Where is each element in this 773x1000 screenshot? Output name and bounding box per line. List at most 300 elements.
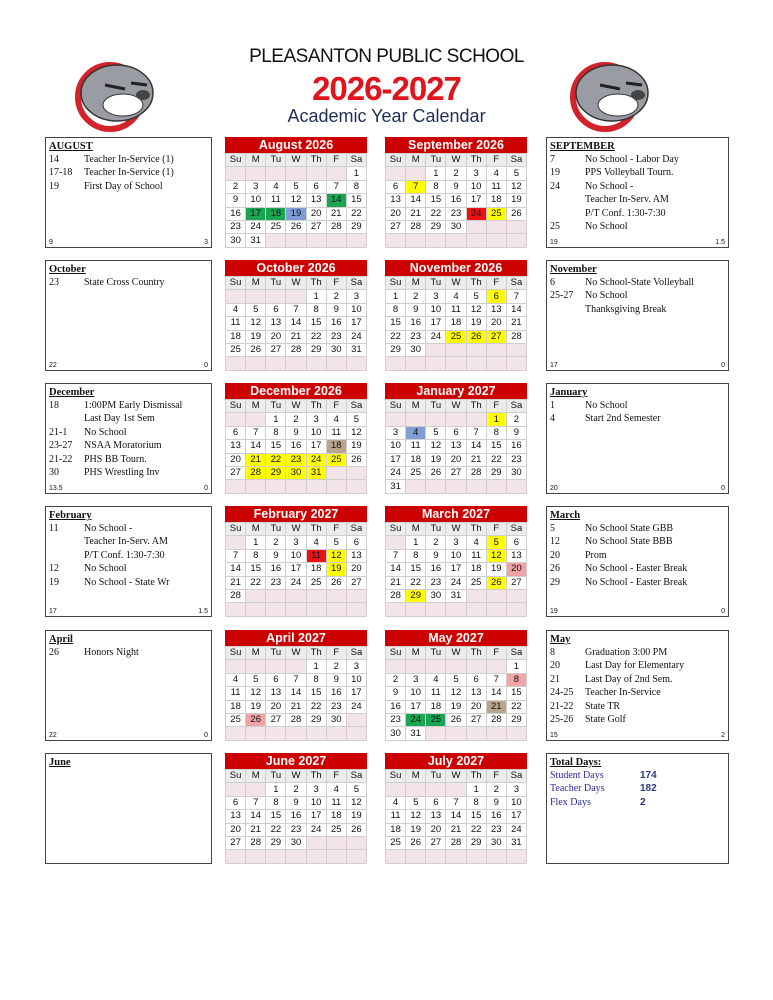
empty-day-cell xyxy=(306,603,326,616)
weekday-label: M xyxy=(406,770,426,783)
empty-day-cell xyxy=(426,660,446,673)
notes-title: SEPTEMBER xyxy=(550,141,615,152)
day-cell: 10 xyxy=(346,673,366,686)
notes-title: June xyxy=(49,757,71,768)
week-row xyxy=(226,440,367,453)
week-row xyxy=(386,660,527,673)
day-cell: 30 xyxy=(486,836,506,849)
empty-day-cell xyxy=(246,589,266,602)
day-cell: 12 xyxy=(506,180,526,193)
week-row xyxy=(226,343,367,356)
day-cell: 27 xyxy=(266,713,286,726)
notes-box xyxy=(45,137,212,248)
day-cell: 22 xyxy=(306,330,326,343)
day-cell: 20 xyxy=(226,453,246,466)
day-cell: 2 xyxy=(226,180,246,193)
day-cell: 9 xyxy=(326,303,346,316)
empty-day-cell xyxy=(486,343,506,356)
week-row xyxy=(386,480,527,493)
notes-entry xyxy=(550,153,725,166)
day-cell: 15 xyxy=(406,563,426,576)
week-row xyxy=(386,290,527,303)
week-row xyxy=(386,576,527,589)
empty-day-cell xyxy=(346,234,366,247)
weekday-label: W xyxy=(286,523,306,536)
day-cell: 8 xyxy=(266,796,286,809)
empty-day-cell xyxy=(346,589,366,602)
empty-day-cell xyxy=(226,357,246,370)
day-cell: 7 xyxy=(286,673,306,686)
day-cell: 29 xyxy=(346,220,366,233)
day-cell: 16 xyxy=(406,317,426,330)
entry-date: 23 xyxy=(49,277,59,288)
weekday-header-row xyxy=(226,647,367,660)
weekday-header-row xyxy=(386,277,527,290)
notes-entry xyxy=(49,453,208,466)
day-cell: 8 xyxy=(386,303,406,316)
entry-text: No School xyxy=(84,563,127,575)
weekday-label: Sa xyxy=(506,647,526,660)
weekday-label: Su xyxy=(386,647,406,660)
day-cell: 30 xyxy=(406,343,426,356)
notes-box xyxy=(546,383,729,494)
day-cell: 27 xyxy=(506,576,526,589)
day-cell: 12 xyxy=(446,687,466,700)
calendar-subtitle: Academic Year Calendar xyxy=(287,106,486,126)
empty-day-cell xyxy=(286,357,306,370)
empty-day-cell xyxy=(446,357,466,370)
day-cell: 12 xyxy=(346,796,366,809)
day-cell: 2 xyxy=(286,413,306,426)
weekday-label: F xyxy=(326,523,346,536)
weekday-label: M xyxy=(246,154,266,167)
week-row xyxy=(386,426,527,439)
month-title: March 2027 xyxy=(385,506,527,522)
empty-day-cell xyxy=(326,836,346,849)
entry-text: State Cross Country xyxy=(84,277,165,288)
day-cell: 13 xyxy=(306,194,326,207)
day-cell: 4 xyxy=(386,796,406,809)
notes-entry xyxy=(550,713,725,726)
week-row xyxy=(386,180,527,193)
week-row xyxy=(386,700,527,713)
day-cell: 20 xyxy=(426,823,446,836)
day-cell: 13 xyxy=(506,549,526,562)
day-cell: 26 xyxy=(346,823,366,836)
empty-day-cell xyxy=(306,357,326,370)
weekday-label: Sa xyxy=(506,770,526,783)
empty-day-cell xyxy=(426,357,446,370)
month-title: May 2027 xyxy=(385,630,527,646)
day-cell: 14 xyxy=(386,563,406,576)
day-cell: 27 xyxy=(446,466,466,479)
day-cell: 23 xyxy=(286,823,306,836)
day-cell: 11 xyxy=(226,687,246,700)
empty-day-cell xyxy=(406,234,426,247)
notes-entry xyxy=(550,289,725,302)
empty-day-cell xyxy=(446,234,466,247)
empty-day-cell xyxy=(466,220,486,233)
weekday-label: Th xyxy=(466,154,486,167)
day-cell: 10 xyxy=(286,549,306,562)
day-cell: 25 xyxy=(386,836,406,849)
weekday-label: W xyxy=(446,770,466,783)
empty-day-cell xyxy=(506,727,526,740)
weekday-header-row xyxy=(386,523,527,536)
day-cell: 29 xyxy=(306,713,326,726)
day-cell: 18 xyxy=(406,453,426,466)
week-row xyxy=(386,357,527,370)
day-cell: 25 xyxy=(326,823,346,836)
entry-text: No School xyxy=(585,400,628,411)
totals-title: Total Days: xyxy=(550,757,602,768)
entry-text: No School - State Wr xyxy=(84,576,170,588)
highlighted-day-cell: 18 xyxy=(326,440,346,453)
month-title: June 2027 xyxy=(225,753,367,769)
day-cell: 7 xyxy=(246,426,266,439)
day-cell: 12 xyxy=(426,440,446,453)
day-cell: 22 xyxy=(406,576,426,589)
day-cell: 24 xyxy=(346,700,366,713)
month-title: October 2026 xyxy=(225,260,367,276)
empty-day-cell xyxy=(346,713,366,726)
weekday-label: M xyxy=(406,277,426,290)
day-cell: 26 xyxy=(346,453,366,466)
day-cell: 15 xyxy=(466,810,486,823)
day-cell: 14 xyxy=(486,687,506,700)
empty-day-cell xyxy=(266,603,286,616)
month-title: August 2026 xyxy=(225,137,367,153)
empty-day-cell xyxy=(466,357,486,370)
entry-text: Teacher In-Service (1) xyxy=(84,154,174,165)
day-cell: 22 xyxy=(426,207,446,220)
entry-date: 6 xyxy=(550,277,555,288)
day-cell: 9 xyxy=(506,426,526,439)
total-value: 2 xyxy=(640,796,646,808)
notes-entry xyxy=(49,439,208,452)
day-cell: 30 xyxy=(226,234,246,247)
day-cell: 16 xyxy=(426,563,446,576)
day-cell: 9 xyxy=(286,796,306,809)
empty-day-cell xyxy=(426,480,446,493)
entry-date: 1 xyxy=(550,400,555,411)
weekday-label: Sa xyxy=(346,523,366,536)
day-cell: 11 xyxy=(466,549,486,562)
day-cell: 29 xyxy=(386,343,406,356)
day-cell: 1 xyxy=(266,783,286,796)
weekday-label: F xyxy=(486,523,506,536)
weekday-label: W xyxy=(286,770,306,783)
weekday-label: F xyxy=(486,770,506,783)
highlighted-day-cell: 22 xyxy=(266,453,286,466)
day-cell: 1 xyxy=(266,413,286,426)
bulldog-logo-right xyxy=(560,55,660,135)
day-cell: 24 xyxy=(386,466,406,479)
flex-days-count: 0 xyxy=(204,485,208,492)
empty-day-cell xyxy=(506,589,526,602)
day-cell: 4 xyxy=(486,167,506,180)
weekday-label: W xyxy=(446,277,466,290)
day-cell: 17 xyxy=(346,687,366,700)
highlighted-day-cell: 7 xyxy=(406,180,426,193)
highlighted-day-cell: 31 xyxy=(306,466,326,479)
empty-day-cell xyxy=(486,589,506,602)
empty-day-cell xyxy=(466,234,486,247)
day-cell: 15 xyxy=(306,317,326,330)
weekday-header-row xyxy=(386,400,527,413)
week-row xyxy=(226,180,367,193)
day-cell: 18 xyxy=(226,700,246,713)
day-cell: 9 xyxy=(326,673,346,686)
empty-day-cell xyxy=(286,603,306,616)
week-row xyxy=(386,536,527,549)
empty-day-cell xyxy=(306,480,326,493)
day-cell: 7 xyxy=(506,290,526,303)
day-cell: 2 xyxy=(446,167,466,180)
notes-entry xyxy=(550,659,725,672)
highlighted-day-cell: 12 xyxy=(486,549,506,562)
day-cell: 1 xyxy=(406,536,426,549)
day-cell: 4 xyxy=(466,536,486,549)
weekday-label: W xyxy=(446,523,466,536)
student-days-count: 20 xyxy=(550,485,558,492)
weekday-label: Su xyxy=(226,277,246,290)
day-cell: 14 xyxy=(506,303,526,316)
empty-day-cell xyxy=(486,660,506,673)
empty-day-cell xyxy=(486,357,506,370)
day-cell: 7 xyxy=(246,796,266,809)
entry-text: No School xyxy=(585,221,628,233)
empty-day-cell xyxy=(446,343,466,356)
week-row xyxy=(386,687,527,700)
weekday-label: F xyxy=(486,277,506,290)
weekday-label: Tu xyxy=(426,523,446,536)
day-cell: 8 xyxy=(266,426,286,439)
week-row xyxy=(226,823,367,836)
empty-day-cell xyxy=(346,603,366,616)
weekday-label: Tu xyxy=(426,400,446,413)
day-cell: 2 xyxy=(506,413,526,426)
day-cell: 6 xyxy=(226,796,246,809)
notes-box xyxy=(45,260,212,371)
notes-box xyxy=(45,753,212,864)
empty-day-cell xyxy=(486,480,506,493)
notes-box xyxy=(546,506,729,617)
entry-date: 21-22 xyxy=(49,453,73,465)
entry-date: 18 xyxy=(49,400,59,411)
weekday-label: M xyxy=(246,770,266,783)
empty-day-cell xyxy=(446,850,466,863)
day-cell: 2 xyxy=(406,290,426,303)
day-cell: 25 xyxy=(266,220,286,233)
day-cell: 9 xyxy=(266,549,286,562)
weekday-label: Sa xyxy=(346,770,366,783)
day-cell: 22 xyxy=(386,330,406,343)
day-cell: 20 xyxy=(226,823,246,836)
weekday-label: Tu xyxy=(266,400,286,413)
weekday-label: Th xyxy=(466,647,486,660)
notes-box xyxy=(45,383,212,494)
weekday-header-row xyxy=(386,154,527,167)
empty-day-cell xyxy=(426,234,446,247)
highlighted-day-cell: 27 xyxy=(486,330,506,343)
notes-entry xyxy=(550,193,725,206)
weekday-label: Sa xyxy=(346,154,366,167)
entry-date xyxy=(49,412,84,425)
week-row xyxy=(226,290,367,303)
week-row xyxy=(226,480,367,493)
weekday-label: Sa xyxy=(506,523,526,536)
empty-day-cell xyxy=(446,603,466,616)
entry-date xyxy=(49,535,84,548)
week-row xyxy=(226,413,367,426)
bulldog-logo-left xyxy=(65,55,165,135)
month-calendar xyxy=(385,630,527,741)
weekday-label: F xyxy=(326,770,346,783)
day-cell: 17 xyxy=(306,810,326,823)
weekday-label: Su xyxy=(386,523,406,536)
day-cell: 10 xyxy=(246,194,266,207)
empty-day-cell xyxy=(286,167,306,180)
month-calendar xyxy=(225,506,367,617)
day-cell: 30 xyxy=(326,713,346,726)
weekday-header-row xyxy=(226,770,367,783)
day-cell: 3 xyxy=(446,536,466,549)
empty-day-cell xyxy=(246,413,266,426)
highlighted-day-cell: 4 xyxy=(406,426,426,439)
week-row xyxy=(386,440,527,453)
total-item xyxy=(550,782,725,795)
day-cell: 21 xyxy=(466,453,486,466)
empty-day-cell xyxy=(486,727,506,740)
empty-day-cell xyxy=(506,480,526,493)
month-title: July 2027 xyxy=(385,753,527,769)
day-cell: 2 xyxy=(426,536,446,549)
notes-box xyxy=(546,137,729,248)
notes-title: October xyxy=(49,264,86,275)
day-cell: 23 xyxy=(386,713,406,726)
empty-day-cell xyxy=(466,660,486,673)
day-cell: 6 xyxy=(506,536,526,549)
notes-entry xyxy=(49,522,208,535)
empty-day-cell xyxy=(486,234,506,247)
day-cell: 30 xyxy=(286,836,306,849)
highlighted-day-cell: 24 xyxy=(306,453,326,466)
day-cell: 11 xyxy=(406,440,426,453)
highlighted-day-cell: 30 xyxy=(286,466,306,479)
day-cell: 1 xyxy=(246,536,266,549)
day-cell: 16 xyxy=(286,810,306,823)
day-cell: 22 xyxy=(246,576,266,589)
day-cell: 20 xyxy=(306,207,326,220)
empty-day-cell xyxy=(486,850,506,863)
day-cell: 29 xyxy=(486,466,506,479)
empty-day-cell xyxy=(246,480,266,493)
day-cell: 30 xyxy=(326,343,346,356)
highlighted-day-cell: 19 xyxy=(326,563,346,576)
empty-day-cell xyxy=(446,727,466,740)
empty-day-cell xyxy=(406,167,426,180)
day-cell: 21 xyxy=(226,576,246,589)
day-cell: 14 xyxy=(246,810,266,823)
day-cell: 8 xyxy=(466,796,486,809)
weekday-label: W xyxy=(286,647,306,660)
day-cell: 6 xyxy=(426,796,446,809)
day-cell: 19 xyxy=(486,563,506,576)
week-row xyxy=(226,207,367,220)
week-row xyxy=(226,810,367,823)
notes-box xyxy=(45,506,212,617)
day-cell: 4 xyxy=(266,180,286,193)
student-days-count: 17 xyxy=(550,362,558,369)
empty-day-cell xyxy=(386,603,406,616)
day-cell: 21 xyxy=(246,823,266,836)
entry-text: No School - xyxy=(585,180,634,192)
highlighted-day-cell: 25 xyxy=(446,330,466,343)
highlighted-day-cell: 29 xyxy=(266,466,286,479)
school-name: PLEASANTON PUBLIC SCHOOL xyxy=(249,46,524,67)
empty-day-cell xyxy=(386,850,406,863)
notes-entry xyxy=(550,412,725,425)
day-cell: 1 xyxy=(306,290,326,303)
day-cell: 9 xyxy=(286,426,306,439)
student-days-count: 22 xyxy=(49,732,57,739)
day-cell: 3 xyxy=(306,783,326,796)
total-days-box xyxy=(546,753,729,864)
empty-day-cell xyxy=(506,850,526,863)
empty-day-cell xyxy=(346,836,366,849)
empty-day-cell xyxy=(326,466,346,479)
day-cell: 5 xyxy=(346,413,366,426)
empty-day-cell xyxy=(326,234,346,247)
empty-day-cell xyxy=(486,220,506,233)
day-cell: 17 xyxy=(286,563,306,576)
week-row xyxy=(386,413,527,426)
day-cell: 14 xyxy=(446,810,466,823)
weekday-label: Su xyxy=(226,770,246,783)
empty-day-cell xyxy=(466,480,486,493)
day-cell: 12 xyxy=(286,194,306,207)
week-row xyxy=(226,466,367,479)
month-calendar xyxy=(385,753,527,864)
day-cell: 27 xyxy=(386,220,406,233)
empty-day-cell xyxy=(346,466,366,479)
day-cell: 2 xyxy=(486,783,506,796)
week-row xyxy=(386,850,527,863)
day-cell: 6 xyxy=(386,180,406,193)
entry-text: Start 2nd Semester xyxy=(585,413,661,425)
weekday-header-row xyxy=(226,523,367,536)
entry-date: 26 xyxy=(49,647,59,658)
notes-entry xyxy=(550,673,725,686)
empty-day-cell xyxy=(386,234,406,247)
weekday-label: Tu xyxy=(266,647,286,660)
highlighted-day-cell: 12 xyxy=(326,549,346,562)
day-cell: 22 xyxy=(466,823,486,836)
week-row xyxy=(386,194,527,207)
day-cell: 13 xyxy=(226,440,246,453)
entry-date xyxy=(550,207,585,220)
entry-date: 25-27 xyxy=(550,290,574,302)
weekday-label: Th xyxy=(466,400,486,413)
empty-day-cell xyxy=(506,234,526,247)
student-days-count: 15 xyxy=(550,732,558,739)
total-item xyxy=(550,796,725,809)
day-cell: 21 xyxy=(286,330,306,343)
day-cell: 19 xyxy=(446,700,466,713)
notes-entry xyxy=(550,522,725,535)
day-cell: 11 xyxy=(426,687,446,700)
